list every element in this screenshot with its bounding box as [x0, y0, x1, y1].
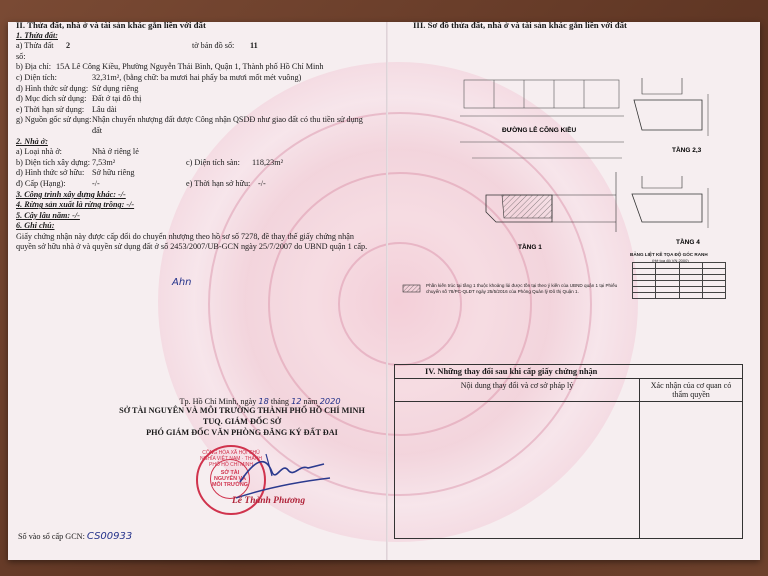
gcn-row — [18, 531, 132, 542]
purpose-row — [16, 94, 371, 105]
coord-table-title: BẢNG LIỆT KÊ TỌA ĐỘ GÓC RANH — [630, 252, 708, 257]
purpose-value: Đất ở tại đô thị — [92, 94, 142, 104]
gcn-label: Số vào sổ cấp GCN: — [18, 532, 85, 541]
deputy-title: PHÓ GIÁM ĐỐC VĂN PHÒNG ĐĂNG KÝ ĐẤT ĐAI — [146, 428, 338, 437]
address-row — [16, 62, 371, 73]
legend-text: Phần kiến trúc tại tầng 1 thuộc khoảng lùi được tồn tại theo ý kiến của UBND quận 1 tại Phiếu chuyển số 78/PC-QLĐT ngày 25/5/2016 của Phòng Quản lý Đô thị Quận 1. — [426, 283, 618, 294]
signer-name: Lê Thành Phương — [232, 496, 306, 506]
plot-number: 2 — [66, 41, 71, 51]
site-plan-diagram — [446, 72, 736, 262]
right-page — [413, 20, 743, 31]
ownership-row — [16, 168, 371, 179]
term-label: e) Thời hạn sử dụng: — [16, 104, 85, 114]
notes-text: Giấy chứng nhận này được cấp đổi do chuyển nhượng theo hồ sơ số 7278, đề thay thế giấy chứng nhận quyền sở hữu nhà ở và quyền sử dụng đất ở số 2453/2007/UB-GCN ngày 25/7/2007 do UBND quận 1 cấp. — [16, 231, 368, 252]
land-header: 1. Thửa đất: — [16, 30, 58, 40]
tuq-line: TUQ. GIÁM ĐỐC SỞ — [202, 417, 282, 426]
date-day: 18 — [258, 396, 269, 406]
origin-value: Nhận chuyển nhượng đất được Công nhận QSDĐ như giao đất có thu tiền sử dụng đất — [92, 115, 363, 135]
initials-signature: Ahn — [172, 277, 192, 288]
section-3-title: III. Sơ đồ thửa đất, nhà ở và tài sản khác gắn liền với đất — [413, 20, 627, 30]
floor1-plan — [486, 172, 616, 232]
grade-label: đ) Cấp (Hạng): — [16, 178, 66, 188]
floor4-plan — [632, 176, 708, 228]
use-form-label: d) Hình thức sử dụng: — [16, 83, 89, 93]
ownership-label: d) Hình thức sở hữu: — [16, 168, 85, 178]
changes-title: IV. Những thay đổi sau khi cấp giấy chứng nhận — [395, 365, 743, 379]
notes-header: 6. Ghi chú: — [16, 221, 55, 231]
floor4-label: TẦNG 4 — [676, 239, 700, 246]
seal-ring-text: CỘNG HÒA XÃ HỘI CHỦ NGHĨA VIỆT NAM · THÀNH PHỐ HỒ CHÍ MINH — [199, 450, 263, 468]
floor23-plan — [634, 78, 708, 136]
built-area-value: 7,53m² — [92, 157, 116, 167]
floor-area-value: 118,23m² — [252, 157, 284, 167]
ownership-value: Sở hữu riêng — [92, 168, 135, 178]
changes-cell-empty — [640, 402, 743, 539]
use-form-value: Sử dụng riêng — [92, 83, 139, 93]
date-year: 2020 — [319, 396, 341, 406]
seal-center-text: SỞ TÀI NGUYÊN VÀ MÔI TRƯỜNG — [210, 459, 250, 499]
area-label: c) Diện tích: — [16, 72, 57, 82]
map-label: tờ bản đồ số: — [192, 41, 235, 51]
date-year-label: năm — [303, 397, 318, 406]
own-term-label: e) Thời hạn sở hữu: — [186, 178, 251, 188]
watermark-ring — [338, 242, 462, 366]
changes-col-content: Nội dung thay đổi và cơ sở pháp lý — [395, 379, 640, 402]
date-line — [150, 396, 370, 406]
origin-row — [16, 115, 371, 136]
floor23-label: TẦNG 2,3 — [672, 147, 702, 154]
own-term-value: -/- — [258, 178, 266, 188]
authority-name: SỞ TÀI NGUYÊN VÀ MÔI TRƯỜNG THÀNH PHỐ HỒ CHÍ MINH — [119, 406, 365, 415]
changes-table — [394, 364, 743, 539]
house-type-label: a) Loại nhà ở: — [16, 147, 62, 157]
floor1-label: TẦNG 1 — [518, 244, 542, 251]
plot-label: a) Thửa đất số: — [16, 41, 54, 61]
gcn-number: CS00933 — [86, 531, 133, 542]
house-type-value: Nhà ở riêng lẻ — [92, 147, 139, 157]
crops-line: 5. Cây lâu năm: -/- — [16, 210, 80, 220]
floor-area-label: c) Diện tích sàn: — [186, 157, 240, 167]
date-prefix: Tp. Hồ Chí Minh, ngày — [179, 397, 257, 406]
map-number: 11 — [250, 41, 258, 51]
area-row — [16, 73, 371, 84]
hatch-legend-swatch — [402, 284, 422, 294]
changes-cell-empty — [395, 402, 640, 539]
house-header: 2. Nhà ở: — [16, 136, 48, 146]
address-label: b) Địa chỉ: — [16, 62, 52, 72]
left-page — [16, 20, 371, 253]
address-value: 15A Lê Công Kiều, Phường Nguyễn Thái Bình, Quận 1, Thành phố Hồ Chí Minh — [56, 62, 324, 72]
built-area-row — [16, 158, 371, 169]
grade-row — [16, 179, 371, 190]
section-2-title: II. Thửa đất, nhà ở và tài sản khác gắn liền với đất — [16, 20, 206, 30]
use-form-row — [16, 84, 371, 95]
street-label: ĐƯỜNG LÊ CÔNG KIỀU — [502, 127, 577, 134]
page-fold — [386, 22, 388, 560]
house-type-row — [16, 147, 371, 158]
date-month-label: tháng — [270, 397, 290, 406]
term-row — [16, 105, 371, 116]
plot-row — [16, 41, 371, 62]
changes-col-confirm: Xác nhận của cơ quan có thẩm quyền — [640, 379, 743, 402]
forest-line: 4. Rừng sản xuất là rừng trồng: -/- — [16, 200, 135, 210]
coordinate-table — [632, 262, 726, 299]
area-value: 32,31m², (bằng chữ: ba mươi hai phẩy ba mươi mốt mét vuông) — [92, 72, 302, 82]
neighbor-lots — [464, 80, 619, 108]
origin-label: g) Nguồn gốc sử dụng: — [16, 115, 92, 125]
purpose-label: đ) Mục đích sử dụng: — [16, 94, 87, 104]
built-area-label: b) Diện tích xây dựng: — [16, 157, 91, 167]
term-value: Lâu dài — [92, 104, 117, 114]
coord-table-subtitle: (Hệ tọa độ VN 2000) — [652, 258, 689, 263]
grade-value: -/- — [92, 178, 100, 188]
construction-line: 3. Công trình xây dựng khác: -/- — [16, 189, 126, 199]
date-month: 12 — [291, 396, 302, 406]
